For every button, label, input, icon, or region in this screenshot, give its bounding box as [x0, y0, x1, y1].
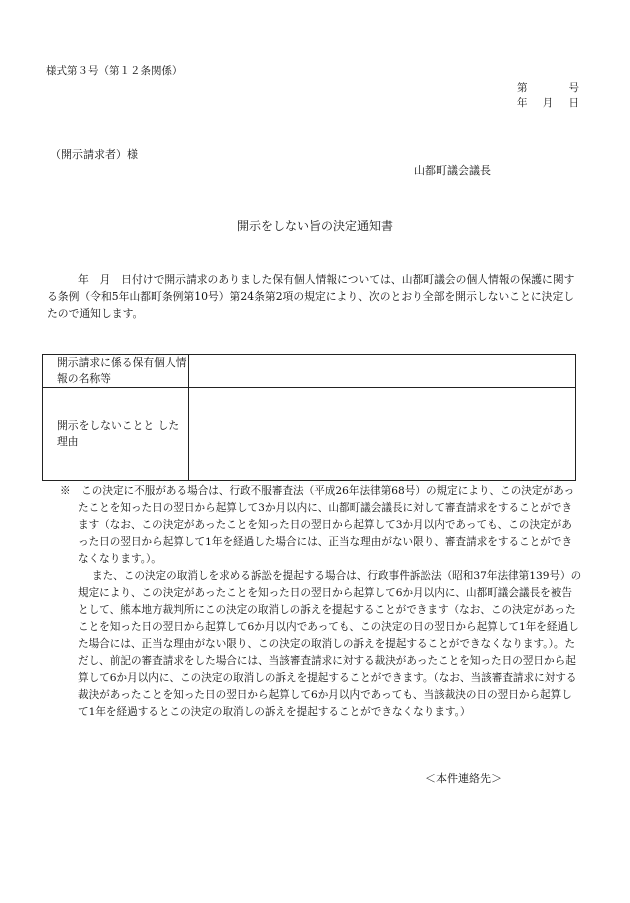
table-value-reason — [189, 388, 576, 481]
addressee: （開示請求者）様 — [50, 148, 138, 161]
document-number — [517, 83, 579, 94]
table-value-info-name — [189, 355, 576, 388]
info-table — [42, 354, 576, 481]
date-day: 日 — [568, 97, 579, 109]
number-suffix: 号 — [568, 82, 579, 94]
note-section — [60, 483, 582, 721]
table-row — [43, 388, 576, 481]
date-year: 年 — [517, 97, 528, 109]
body-text: 年 月 日付けで開示請求のありました保有個人情報については、山都町議会の個人情報の保護に関する条例（令和5年山都町条例第10号）第24条第2項の規定により、次のとおり全部を開示しないことに決定したので通知します。 — [47, 273, 575, 320]
note-paragraph-lawsuit: また、この決定の取消しを求める訴訟を提起する場合は、行政事件訴訟法（昭和37年法律第139号）の規定により、この決定があったことを知った日の翌日から起算して6か月以内に、山都町議会議長を被告として、熊本地方裁判所にこの決定の取消しの訴えを提起することができます（なお、この決定があったことを知った日の翌日から起算して6か月以内であっても、この決定の日の翌日から起算して1年を経過した場合には、正当な理由がない限り、この決定の取消しの訴えを提起することができなくなります。）。ただし、前記の審査請求をした場合には、当該審査請求に対する裁決があったことを知った日の翌日から起算して6か月以内に、この決定の取消しの訴えを提起することができます。（なお、当該審査請求に対する裁決があったことを知った日の翌日から起算して6か月以内であっても、当該裁決の日の翌日から起算して1年を経過するとこの決定の取消しの訴えを提起することができなくなります。） — [78, 570, 582, 718]
table-label-reason: 開示をしないことと した理由 — [43, 388, 189, 481]
table-row — [43, 355, 576, 388]
date-month: 月 — [542, 97, 554, 109]
document-date — [517, 98, 579, 109]
form-number: 様式第３号（第１２条関係） — [46, 65, 183, 77]
number-prefix: 第 — [517, 82, 528, 94]
sender: 山都町議会議長 — [414, 164, 491, 177]
contact-label: ＜本件連絡先＞ — [425, 772, 502, 785]
note-paragraph-appeal: ※ この決定に不服がある場合は、行政不服審査法（平成26年法律第68号）の規定により、この決定があったことを知った日の翌日から起算して3か月以内に、山都町議会議長に対して審査請求をすることができます（なお、この決定があったことを知った日の翌日から起算して3か月以内であっても、この決定があった日の翌日から起算して1年を経過した場合には、正当な理由がない限り、審査請求をすることができなくなります。）。 — [60, 485, 575, 565]
document-title: 開示をしない旨の決定通知書 — [236, 219, 393, 233]
table-label-info-name: 開示請求に係る保有個人情報の名称等 — [43, 355, 189, 388]
